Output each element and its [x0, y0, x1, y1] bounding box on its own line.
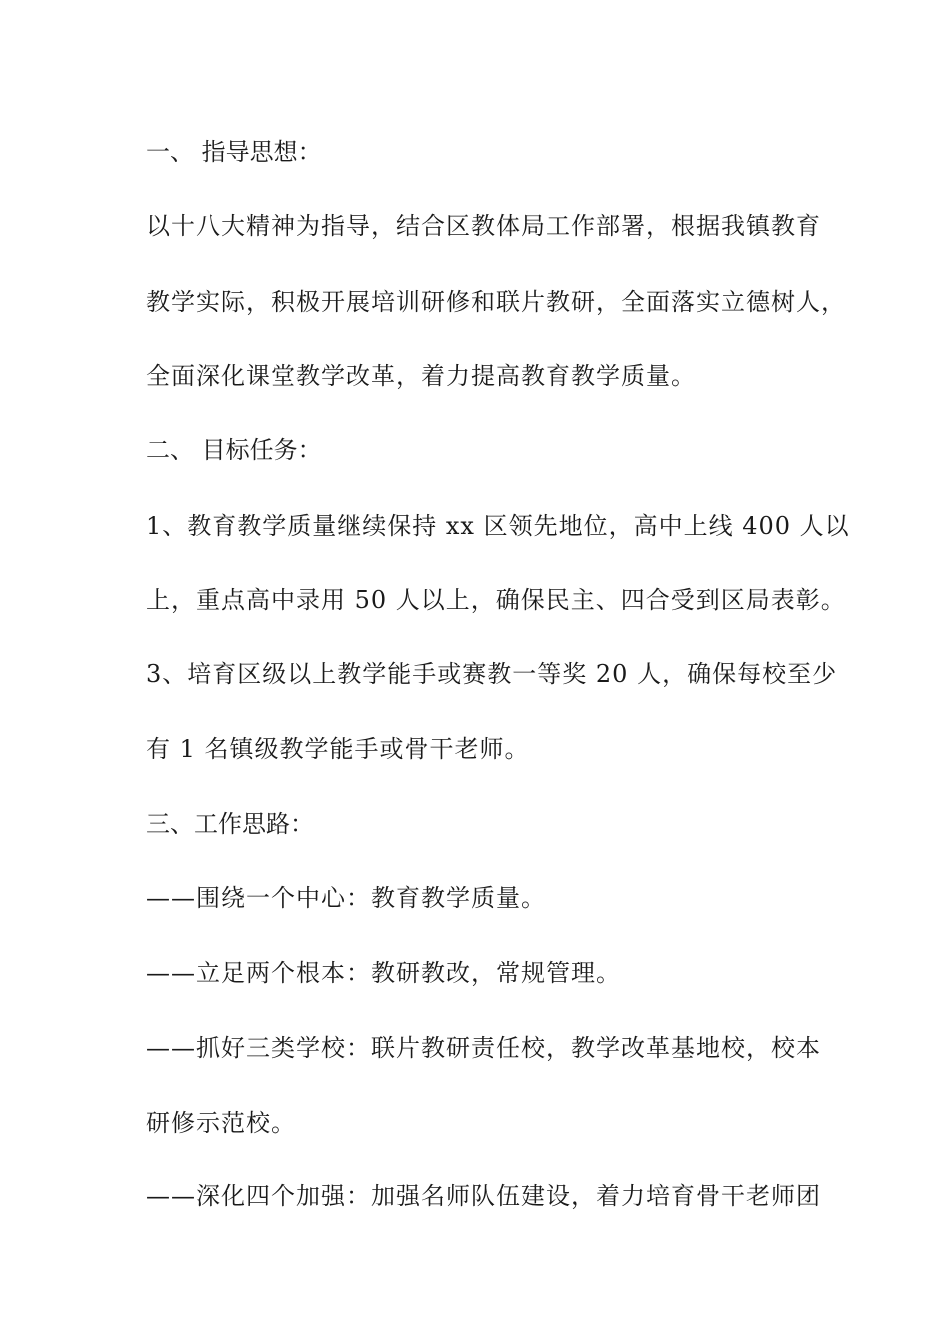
- paragraph-line: 有 1 名镇级教学能手或骨干老师。: [146, 735, 530, 763]
- paragraph-line: 1、教育教学质量继续保持 xx 区领先地位，高中上线 400 人以: [146, 512, 850, 540]
- section-heading-work-approach: 三、工作思路：: [146, 810, 314, 838]
- paragraph-line: ——立足两个根本：教研教改，常规管理。: [146, 959, 621, 987]
- paragraph-line: ——抓好三类学校：联片教研责任校，教学改革基地校，校本: [146, 1034, 821, 1062]
- paragraph-line: 上，重点高中录用 50 人以上，确保民主、四合受到区局表彰。: [146, 586, 846, 614]
- paragraph-line: 3、培育区级以上教学能手或赛教一等奖 20 人，确保每校至少: [146, 660, 838, 688]
- paragraph-line: 以十八大精神为指导，结合区教体局工作部署，根据我镇教育: [146, 212, 821, 240]
- paragraph-line: 教学实际，积极开展培训研修和联片教研，全面落实立德树人，: [146, 288, 846, 316]
- section-heading-guiding-ideology: 一、 指导思想：: [146, 138, 322, 166]
- paragraph-line: 全面深化课堂教学改革，着力提高教育教学质量。: [146, 362, 696, 390]
- paragraph-line: ——深化四个加强：加强名师队伍建设，着力培育骨干老师团: [146, 1182, 821, 1210]
- paragraph-line: ——围绕一个中心：教育教学质量。: [146, 884, 546, 912]
- paragraph-line: 研修示范校。: [146, 1109, 296, 1137]
- section-heading-targets: 二、 目标任务：: [146, 436, 322, 464]
